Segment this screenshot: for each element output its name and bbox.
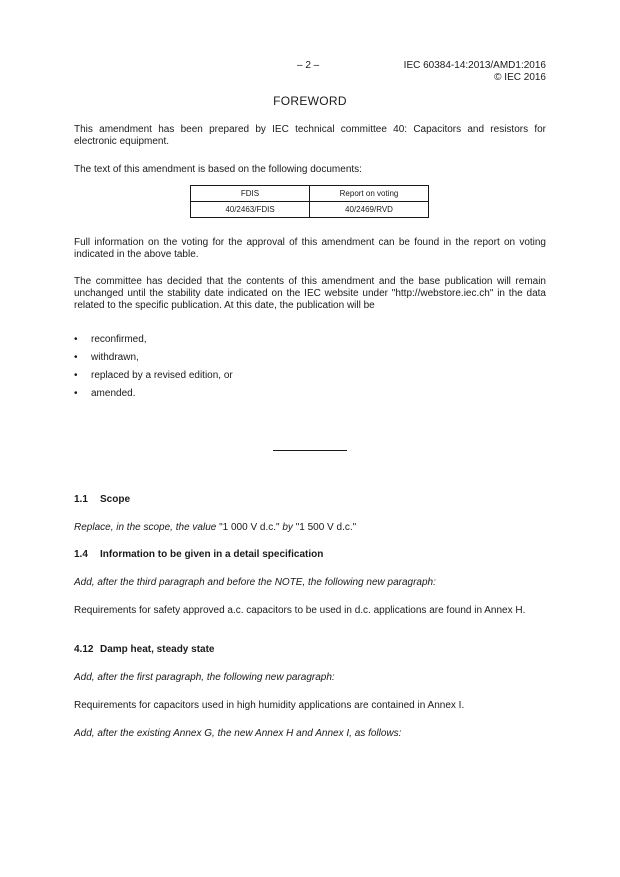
section-number: 1.4 [74, 549, 88, 560]
detail-spec-instruction: Add, after the third paragraph and before the NOTE, the following new paragraph: [74, 577, 436, 588]
bullet-icon: • [74, 334, 78, 345]
list-item-text: reconfirmed, [91, 334, 147, 345]
table-header-fdis: FDIS [191, 186, 310, 202]
damp-heat-text: Requirements for capacitors used in high humidity applications are contained in Annex I. [74, 700, 465, 711]
section-number: 4.12 [74, 644, 94, 655]
table-header-report: Report on voting [310, 186, 429, 202]
list-item [74, 388, 233, 406]
list-item [74, 352, 233, 370]
list-item [74, 334, 233, 352]
bullet-icon: • [74, 370, 78, 381]
voting-documents-table [190, 185, 429, 218]
bullet-icon: • [74, 352, 78, 363]
table-row [191, 202, 429, 218]
table-cell-rvd: 40/2469/RVD [310, 202, 429, 218]
section-title: Damp heat, steady state [100, 644, 215, 655]
foreword-title: FOREWORD [273, 94, 347, 108]
instruction-text: by [282, 522, 293, 533]
instruction-text: Replace, in the scope, the value [74, 522, 217, 533]
list-item-text: withdrawn, [91, 352, 139, 363]
section-divider [273, 450, 347, 451]
section-heading-detail-spec [74, 549, 323, 561]
table-header-row [191, 186, 429, 202]
annex-instruction: Add, after the existing Annex G, the new Annex H and Annex I, as follows: [74, 728, 402, 739]
list-item [74, 370, 233, 388]
damp-heat-instruction: Add, after the first paragraph, the following new paragraph: [74, 672, 335, 683]
copyright-notice: © IEC 2016 [494, 71, 546, 83]
foreword-paragraph-documents: The text of this amendment is based on the following documents: [74, 164, 362, 175]
section-number: 1.1 [74, 494, 88, 505]
old-value: "1 000 V d.c." [216, 522, 283, 533]
list-item-text: replaced by a revised edition, or [91, 370, 233, 381]
scope-instruction [74, 522, 546, 534]
foreword-paragraph-committee: This amendment has been prepared by IEC technical committee 40: Capacitors and resistors for electronic equipment. [74, 124, 546, 147]
section-heading-scope [74, 494, 130, 506]
new-value: "1 500 V d.c." [292, 522, 357, 533]
section-heading-damp-heat [74, 644, 215, 656]
section-title: Scope [100, 494, 131, 505]
publication-status-list [74, 334, 233, 406]
page-number: – 2 – [297, 60, 320, 71]
standard-reference [360, 60, 546, 83]
detail-spec-text: Requirements for safety approved a.c. capacitors to be used in d.c. applications are found in Annex H. [74, 605, 526, 616]
section-title: Information to be given in a detail specification [100, 549, 324, 560]
foreword-paragraph-voting-info: Full information on the voting for the approval of this amendment can be found in the report on voting indicated in the above table. [74, 237, 546, 260]
standard-id: IEC 60384-14:2013/AMD1:2016 [403, 60, 546, 71]
list-item-text: amended. [91, 388, 136, 399]
table-cell-fdis: 40/2463/FDIS [191, 202, 310, 218]
foreword-paragraph-stability: The committee has decided that the contents of this amendment and the base publication will remain unchanged until the stability date indicated on the IEC website under "http://webstore.iec.ch" in the data related to the specific publication. At this date, the publication will be [74, 276, 546, 311]
bullet-icon: • [74, 388, 78, 399]
